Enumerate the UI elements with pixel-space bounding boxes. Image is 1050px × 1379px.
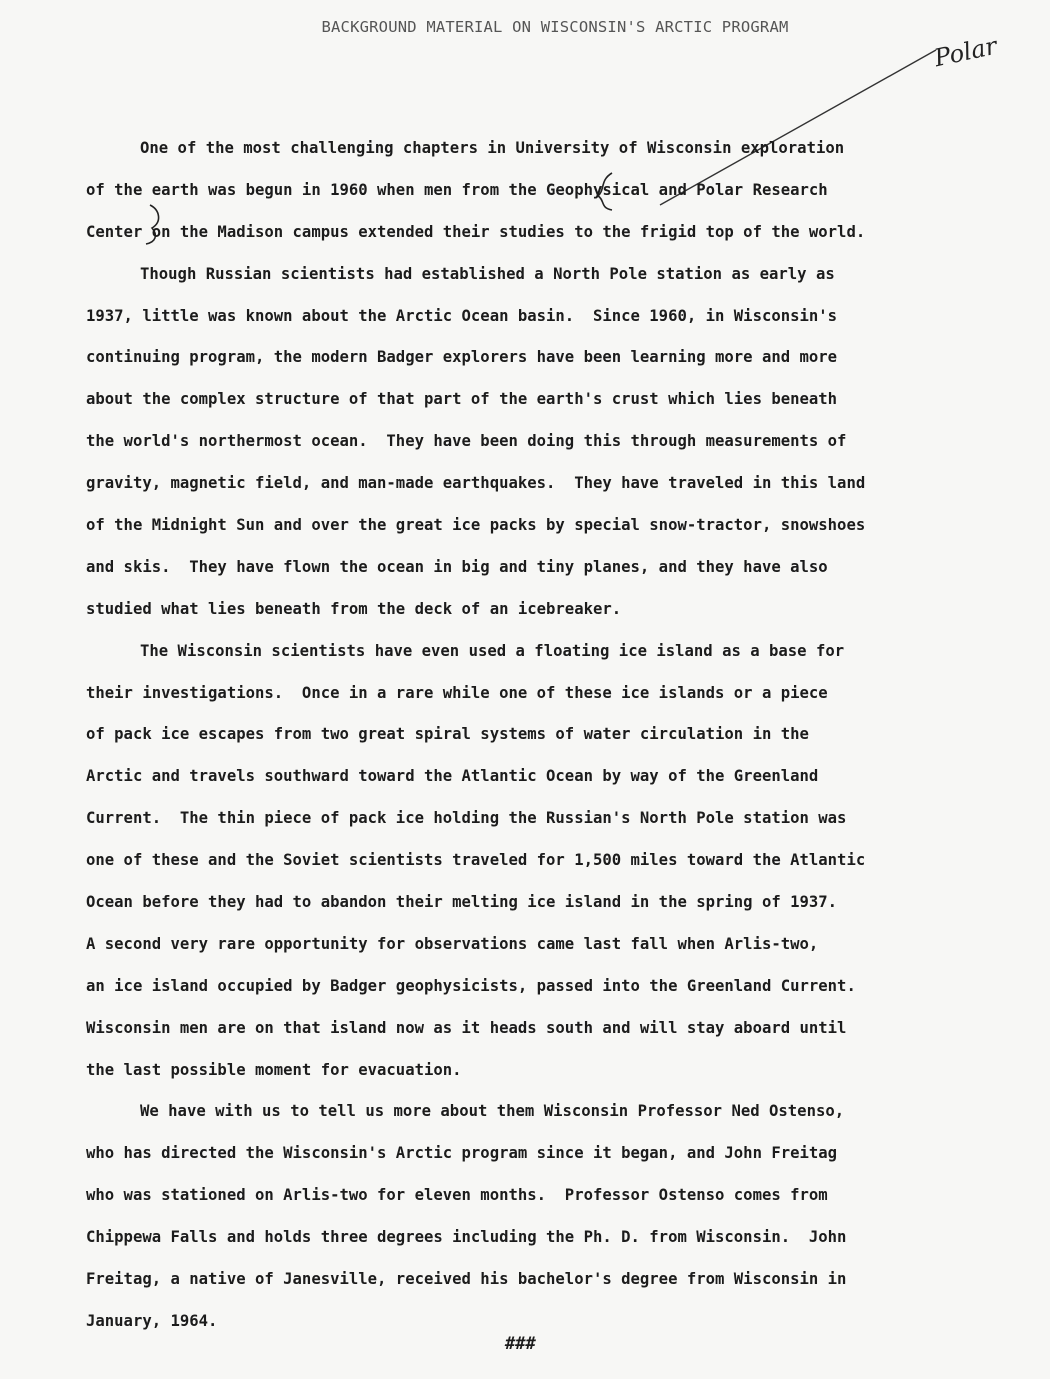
text-line: who has directed the Wisconsin's Arctic program since it began, and John Freitag: [86, 1144, 838, 1163]
handwritten-margin-note: Polar: [931, 31, 1000, 73]
text-line: Freitag, a native of Janesville, received his bachelor's degree from Wisconsin in: [86, 1270, 847, 1289]
text-line: 1937, little was known about the Arctic Ocean basin. Since 1960, in Wisconsin's: [86, 306, 838, 325]
document-body: [86, 128, 986, 1343]
end-mark: ###: [505, 1334, 536, 1354]
text-line: We have with us to tell us more about them Wisconsin Professor Ned Ostenso,: [140, 1102, 845, 1121]
text-line: about the complex structure of that part of the earth's crust which lies beneath: [86, 390, 838, 409]
text-line: the world's northermost ocean. They have been doing this through measurements of: [86, 432, 847, 451]
document-header: BACKGROUND MATERIAL ON WISCONSIN'S ARCTIC PROGRAM: [321, 18, 789, 36]
text-line: the last possible moment for evacuation.: [86, 1060, 462, 1079]
text-line: of the Midnight Sun and over the great ice packs by special snow-tractor, snowshoes: [86, 516, 866, 535]
text-line: an ice island occupied by Badger geophysicists, passed into the Greenland Current.: [86, 976, 856, 995]
text-line: Current. The thin piece of pack ice holding the Russian's North Pole station was: [86, 809, 847, 828]
text-line: Center on the Madison campus extended their studies to the frigid top of the world.: [86, 222, 866, 241]
text-line: Though Russian scientists had established a North Pole station as early as: [140, 264, 835, 283]
text-line: The Wisconsin scientists have even used a floating ice island as a base for: [140, 641, 845, 660]
text-line: Wisconsin men are on that island now as it heads south and will stay aboard until: [86, 1018, 847, 1037]
text-line: and skis. They have flown the ocean in big and tiny planes, and they have also: [86, 557, 828, 576]
text-line: gravity, magnetic field, and man-made earthquakes. They have traveled in this land: [86, 474, 866, 493]
text-line: of the earth was begun in 1960 when men from the Geophysical and Polar Research: [86, 180, 828, 199]
text-line: their investigations. Once in a rare while one of these ice islands or a piece: [86, 683, 828, 702]
text-line: One of the most challenging chapters in University of Wisconsin exploration: [140, 139, 845, 157]
text-line: one of these and the Soviet scientists traveled for 1,500 miles toward the Atlantic: [86, 851, 866, 870]
text-line: Chippewa Falls and holds three degrees including the Ph. D. from Wisconsin. John: [86, 1228, 847, 1247]
text-line: continuing program, the modern Badger explorers have been learning more and more: [86, 348, 838, 367]
text-line: Ocean before they had to abandon their melting ice island in the spring of 1937.: [86, 893, 838, 912]
text-line: of pack ice escapes from two great spiral systems of water circulation in the: [86, 725, 809, 744]
text-line: A second very rare opportunity for observations came last fall when Arlis-two,: [86, 934, 819, 953]
text-line: January, 1964.: [86, 1311, 218, 1330]
text-line: who was stationed on Arlis-two for eleven months. Professor Ostenso comes from: [86, 1186, 828, 1205]
text-line: Arctic and travels southward toward the Atlantic Ocean by way of the Greenland: [86, 767, 819, 786]
text-line: studied what lies beneath from the deck of an icebreaker.: [86, 599, 622, 618]
